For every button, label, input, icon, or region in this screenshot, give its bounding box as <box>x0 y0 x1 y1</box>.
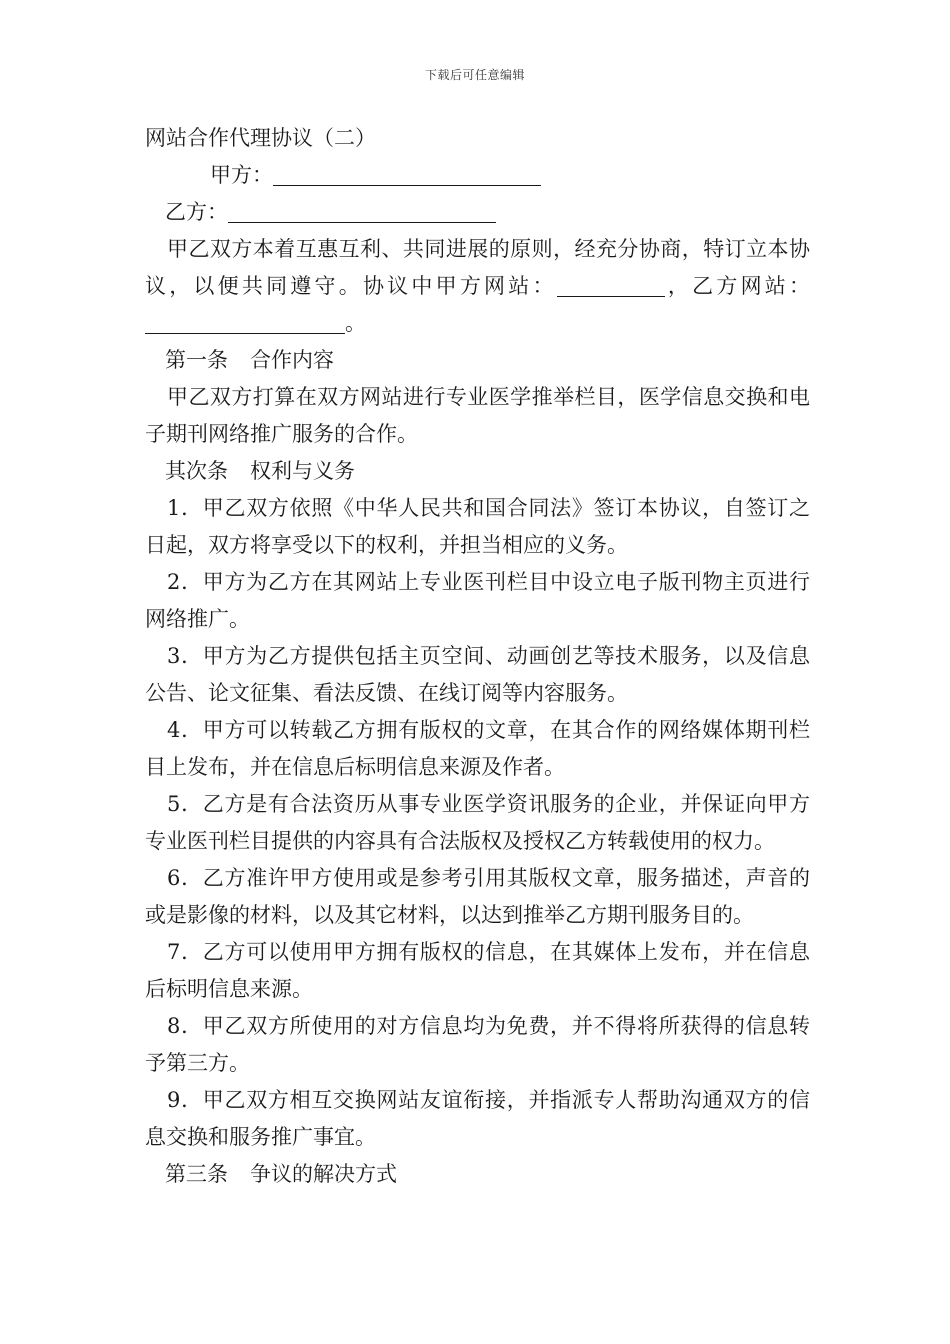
party-a-site-blank[interactable] <box>557 272 665 297</box>
header-note: 下载后可任意编辑 <box>424 68 525 82</box>
article-2-item-3: 3．甲方为乙方提供包括主页空间、动画创艺等技术服务，以及信息公告、论文征集、看法反馈、在线订阅等内容服务。 <box>145 644 810 705</box>
article-1-title: 合作内容 <box>250 348 334 372</box>
article-1-body: 甲乙双方打算在双方网站进行专业医学推举栏目，医学信息交换和电子期刊网络推广服务的合作。 <box>145 385 810 446</box>
party-b-line <box>145 194 810 231</box>
article-1-number: 第一条 <box>165 348 228 372</box>
intro-text: 甲乙双方本着互惠互利、共同进展的原则，经充分协商，特订立本协议，以便共同遵守。协议中甲方网站： <box>145 237 810 298</box>
party-a-line <box>145 157 810 194</box>
document-body <box>145 120 810 1193</box>
article-2-number: 其次条 <box>165 459 228 483</box>
article-2-item-7: 7．乙方可以使用甲方拥有版权的信息，在其媒体上发布，并在信息后标明信息来源。 <box>145 940 810 1001</box>
party-b-blank[interactable] <box>228 198 496 223</box>
article-2-item-8: 8．甲乙双方所使用的对方信息均为免费，并不得将所获得的信息转予第三方。 <box>145 1014 810 1075</box>
party-b-site-blank[interactable] <box>145 309 345 334</box>
article-2-item-2: 2．甲方为乙方在其网站上专业医刊栏目中设立电子版刊物主页进行网络推广。 <box>145 570 810 631</box>
document-title: 网站合作代理协议（二） <box>145 126 376 150</box>
party-a-blank[interactable] <box>273 161 541 186</box>
article-2-item-1: 1．甲乙双方依照《中华人民共和国合同法》签订本协议，自签订之日起，双方将享受以下的权利，并担当相应的义务。 <box>145 496 810 557</box>
intro-paragraph <box>145 231 810 342</box>
article-1-heading <box>145 342 810 379</box>
intro-end: 。 <box>345 311 366 335</box>
article-2-heading <box>145 453 810 490</box>
article-2-item-9: 9．甲乙双方相互交换网站友谊衔接，并指派专人帮助沟通双方的信息交换和服务推广事宜。 <box>145 1088 810 1149</box>
article-2-item-4: 4．甲方可以转载乙方拥有版权的文章，在其合作的网络媒体期刊栏目上发布，并在信息后标明信息来源及作者。 <box>145 718 810 779</box>
article-3-heading <box>145 1156 810 1193</box>
article-3-title: 争议的解决方式 <box>250 1162 397 1186</box>
party-a-label: 甲方： <box>210 163 273 187</box>
article-2-title: 权利与义务 <box>250 459 355 483</box>
article-2-item-5: 5．乙方是有合法资历从事专业医学资讯服务的企业，并保证向甲方专业医刊栏目提供的内容具有合法版权及授权乙方转载使用的权力。 <box>145 792 810 853</box>
article-3-number: 第三条 <box>165 1162 228 1186</box>
article-2-item-6: 6．乙方准许甲方使用或是参考引用其版权文章，服务描述，声音的或是影像的材料，以及其它材料，以达到推举乙方期刊服务目的。 <box>145 866 810 927</box>
party-b-label: 乙方： <box>165 200 228 224</box>
intro-text-2: ，乙方网站： <box>664 274 811 298</box>
